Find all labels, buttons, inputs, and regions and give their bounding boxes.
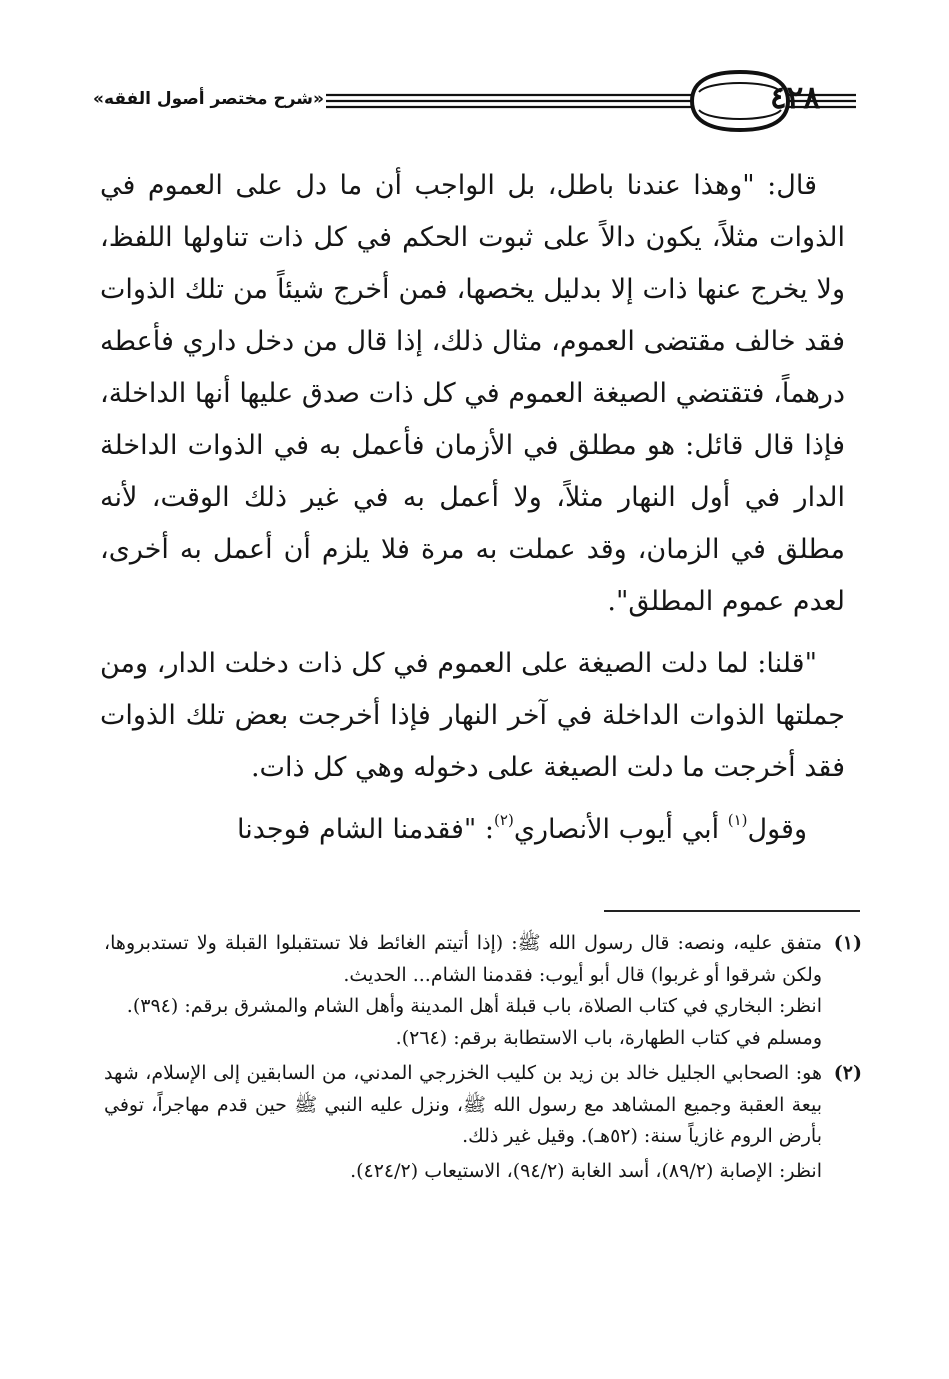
footnote-2-number: (٢) — [833, 1062, 862, 1084]
footnote-ref-1: (١) — [727, 811, 748, 829]
body-paragraph-2: "قلنا: لما دلت الصيغة على العموم في كل ذات دخلت الدار، ومن جملتها الذوات الداخلة في آخر النهار فإذا أخرجت بعض تلك الذوات فقد أخرجت ما دلت الصيغة على دخوله وهي كل ذات. — [100, 648, 845, 783]
body-paragraph-3-text-c: : "فقدمنا الشام فوجدنا — [236, 814, 495, 845]
footnote-1 — [104, 928, 862, 1054]
footnote-separator — [604, 910, 860, 912]
footnote-2-text: هو: الصحابي الجليل خالد بن زيد بن كليب الخزرجي المدني، من السابقين إلى الإسلام، شهد بيعة العقبة وجميع المشاهد مع رسول الله ﷺ، ونزل عليه النبي ﷺ حين قدم مهاجراً، توفي بأرض الروم غازياً سنة: (٥٢هـ). وقيل غير ذلك. — [104, 1062, 822, 1147]
running-title: «شرح مختصر أصول الفقه» — [93, 89, 324, 109]
footnote-ref-2: (٢) — [494, 811, 514, 829]
main-text — [100, 160, 845, 866]
footnotes — [104, 928, 862, 1191]
footnote-1-text: متفق عليه، ونصه: قال رسول الله ﷺ: (إذا أتيتم الغائط فلا تستقبلوا القبلة ولا تستدبروها، ولكن شرقوا أو غربوا) قال أبو أيوب: فقدمنا الشام... الحديث. — [104, 932, 822, 986]
footnote-1-reference-a: انظر: البخاري في كتاب الصلاة، باب قبلة أهل المدينة وأهل الشام والمشرق برقم: (٣٩٤). — [126, 995, 822, 1017]
body-paragraph-1: قال: "وهذا عندنا باطل، بل الواجب أن ما دل على العموم في الذوات مثلاً، يكون دالاً على ثبوت الحكم في كل ذات تناولها اللفظ، ولا يخرج عنها ذات إلا بدليل يخصها، فمن أخرج شيئاً من تلك الذوات فقد خالف مقتضى العموم، مثال ذلك، إذا قال من دخل داري فأعطه درهماً، فتقتضي الصيغة العموم في كل ذات صدق عليها أنها الداخلة، فإذا قال قائل: هو مطلق في الأزمان فأعمل به في الذوات الداخلة الدار في أول النهار مثلاً، ولا أعمل به في غير ذلك الوقت، لأنه مطلق في الزمان، وقد عملت به مرة فلا يلزم أن أعمل به أخرى، لعدم عموم المطلق". — [100, 170, 845, 617]
page-number: ٤٢٨ — [770, 80, 820, 116]
footnote-1-number: (١) — [833, 932, 862, 954]
footnote-1-reference-b: ومسلم في كتاب الطهارة، باب الاستطابة برقم: (٢٦٤). — [395, 1026, 822, 1049]
body-paragraph-3-text-b: أبي أيوب الأنصاري — [513, 814, 728, 845]
page-header — [93, 68, 860, 132]
body-paragraph-3 — [100, 804, 845, 856]
footnote-2 — [104, 1058, 862, 1187]
footnote-2-reference: انظر: الإصابة (٨٩/٢)، أسد الغابة (٩٤/٢)، الاستيعاب (٤٢٤/٢). — [350, 1159, 822, 1182]
body-paragraph-3-text-a: وقول — [747, 814, 807, 845]
